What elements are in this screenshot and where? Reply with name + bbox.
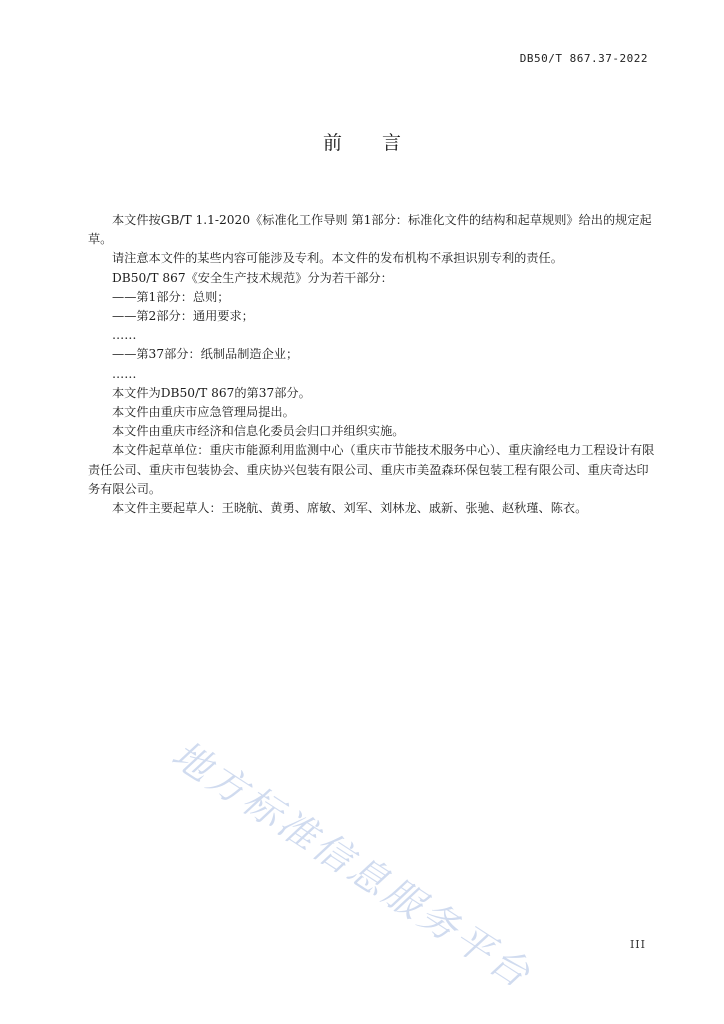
page-title: 前言: [322, 132, 441, 154]
list-item-part-37: ——第37部分：纸制品制造企业；: [112, 347, 299, 362]
list-item-part-1: ——第1部分：总则；: [112, 289, 230, 304]
paragraph-drafting-rule: 本文件按GB/T 1.1-2020《标准化工作导则 第1部分：标准化文件的结构和起草规则》给出的规定起草。: [88, 213, 652, 247]
page-number: III: [629, 938, 646, 951]
paragraph-part-statement: 本文件为DB50/T 867的第37部分。: [112, 385, 311, 400]
foreword-body: [88, 211, 658, 518]
document-code: DB50/T 867.37-2022: [519, 52, 648, 65]
paragraph-drafters: 本文件主要起草人：王晓航、黄勇、席敏、刘军、刘林龙、戚新、张驰、赵秋瑾、陈衣。: [112, 501, 588, 516]
paragraph-patent-notice: 请注意本文件的某些内容可能涉及专利。本文件的发布机构不承担识别专利的责任。: [112, 251, 563, 266]
paragraph-administrator: 本文件由重庆市经济和信息化委员会归口并组织实施。: [112, 424, 405, 439]
watermark: 地方标准信息服务平台: [164, 731, 541, 998]
list-ellipsis: ……: [112, 328, 137, 343]
paragraph-proposer: 本文件由重庆市应急管理局提出。: [112, 405, 295, 420]
list-item-part-2: ——第2部分：通用要求；: [112, 309, 254, 324]
list-ellipsis: ……: [112, 366, 137, 381]
paragraph-drafting-units: 本文件起草单位：重庆市能源利用监测中心（重庆市节能技术服务中心）、重庆渝经电力工程设计有限责任公司、重庆市包装协会、重庆协兴包装有限公司、重庆市美盈森环保包装工程有限公司、重庆奇达印务有限公司。: [88, 443, 655, 496]
paragraph-parts-intro: DB50/T 867《安全生产技术规范》分为若干部分：: [112, 270, 393, 285]
